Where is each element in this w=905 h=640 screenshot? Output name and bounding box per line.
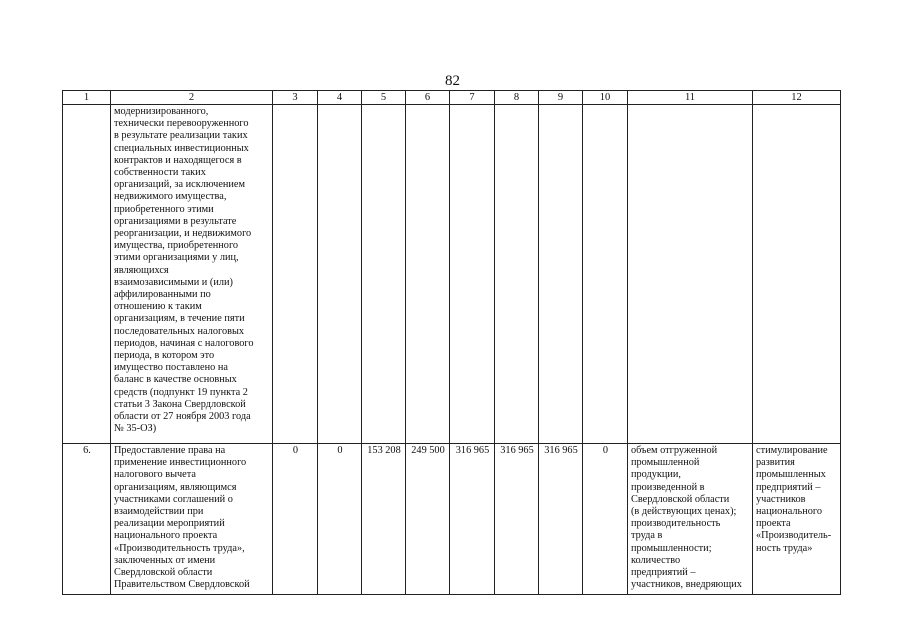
value-cell: 316 965 [495,444,539,595]
column-header: 1 [63,91,111,105]
value-cell [406,105,450,444]
value-cell [318,105,362,444]
column-header: 11 [628,91,753,105]
column-number-row [63,91,841,105]
value-cell [273,105,318,444]
value-cell: 153 208 [362,444,406,595]
indicator-cell: объем отгруженной промышленной продукции, произведенной в Свердловской области (в действующих ценах); производительность труда в промышленности; количество предприятий – участников, внедряющих [628,444,753,595]
value-cell [583,105,628,444]
value-cell: 0 [318,444,362,595]
description-cell: модернизированного, технически перевооруженного в результате реализации таких специальных инвестиционных контрактов и находящегося в собственности таких организаций, за исключением недвижимого имущества, приобретенного этими организациями в результате реорганизации, и недвижимого имущества, приобретенного этими организациями у лиц, являющихся взаимозависимыми и (или) аффилированными по отношению к таким организациям, в течение пяти последовательных налоговых периодов, начиная с налогового периода, в котором это имущество поставлено на баланс в качестве основных средств (подпункт 19 пункта 2 статьи 3 Закона Свердловской области от 27 ноября 2003 года № 35-ОЗ) [111,105,273,444]
column-header: 4 [318,91,362,105]
value-cell [450,105,495,444]
measures-table [62,90,841,595]
column-header: 2 [111,91,273,105]
description-cell: Предоставление права на применение инвестиционного налогового вычета организациям, являющимся участниками соглашений о взаимодействии при реализации мероприятий национального проекта «Производительность труда», заключенных от имени Свердловской области Правительством Свердловской [111,444,273,595]
value-cell: 0 [583,444,628,595]
goal-cell: стимулирование развития промышленных предприятий – участников национального проекта «Производитель- ность труда» [753,444,841,595]
value-cell [362,105,406,444]
value-cell: 249 500 [406,444,450,595]
table-row [63,105,841,444]
column-header: 5 [362,91,406,105]
value-cell: 316 965 [539,444,583,595]
column-header: 7 [450,91,495,105]
column-header: 10 [583,91,628,105]
table-row [63,444,841,595]
value-cell [539,105,583,444]
value-cell [495,105,539,444]
goal-cell [753,105,841,444]
column-header: 12 [753,91,841,105]
column-header: 9 [539,91,583,105]
page-number: 82 [445,73,460,89]
value-cell: 0 [273,444,318,595]
column-header: 8 [495,91,539,105]
row-number-cell: 6. [63,444,111,595]
column-header: 6 [406,91,450,105]
row-number-cell [63,105,111,444]
column-header: 3 [273,91,318,105]
value-cell: 316 965 [450,444,495,595]
indicator-cell [628,105,753,444]
